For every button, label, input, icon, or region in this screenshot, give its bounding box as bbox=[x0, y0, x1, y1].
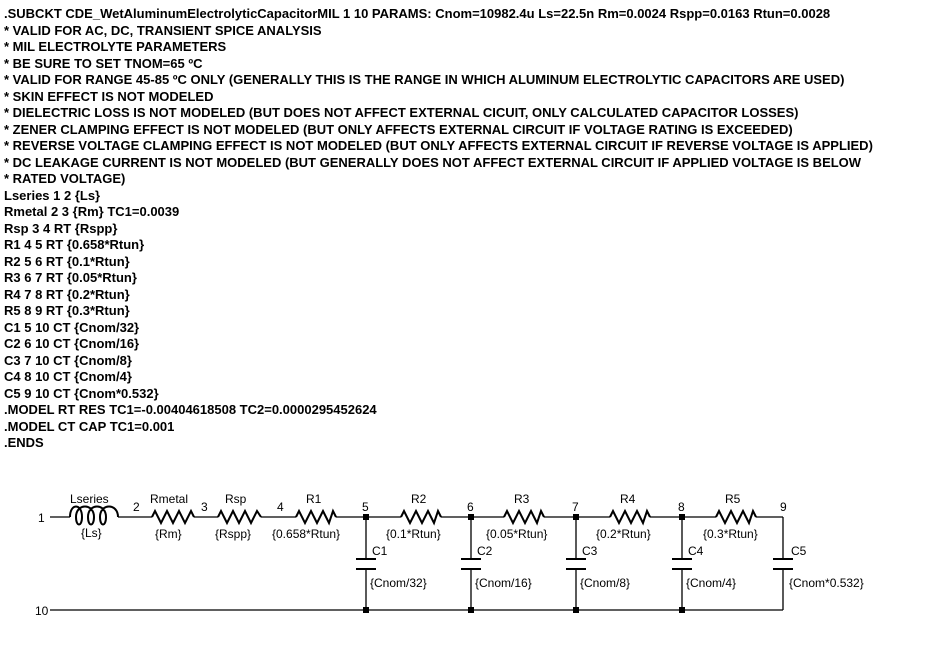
junction-node6-top bbox=[468, 514, 474, 520]
resistor-r1 bbox=[296, 511, 336, 523]
node-label-9: 9 bbox=[780, 500, 787, 514]
node-label-8: 8 bbox=[678, 500, 685, 514]
r4-name: R4 bbox=[620, 492, 636, 506]
lseries-name: Lseries bbox=[70, 492, 109, 506]
r5-value: {0.3*Rtun} bbox=[703, 527, 758, 541]
netlist-line: Lseries 1 2 {Ls} bbox=[4, 187, 101, 203]
node-label-7: 7 bbox=[572, 500, 579, 514]
c1-value: {Cnom/32} bbox=[370, 576, 427, 590]
node-label-10: 10 bbox=[35, 604, 49, 618]
c3-name: C3 bbox=[582, 544, 598, 558]
r1-value: {0.658*Rtun} bbox=[272, 527, 341, 541]
netlist-line: C2 6 10 CT {Cnom/16} bbox=[4, 336, 140, 351]
netlist-line: * RATED VOLTAGE) bbox=[4, 171, 126, 186]
r2-value: {0.1*Rtun} bbox=[386, 527, 441, 541]
capacitor-c3 bbox=[566, 559, 586, 569]
resistor-r3 bbox=[504, 511, 544, 523]
inductor-lseries bbox=[70, 507, 118, 525]
netlist-line: R4 7 8 RT {0.2*Rtun} bbox=[4, 286, 130, 302]
netlist-line: R3 6 7 RT {0.05*Rtun} bbox=[4, 270, 137, 285]
node-label-6: 6 bbox=[467, 500, 474, 514]
r5-name: R5 bbox=[725, 492, 741, 506]
node-label-4: 4 bbox=[277, 500, 284, 514]
netlist-line: * DIELECTRIC LOSS IS NOT MODELED (BUT DOES NOT AFFECT EXTERNAL CICUIT, ONLY CALCULATED CAPACITOR LOSSES) bbox=[4, 105, 799, 120]
c2-value: {Cnom/16} bbox=[475, 576, 532, 590]
c1-name: C1 bbox=[372, 544, 388, 558]
capacitor-c1 bbox=[356, 559, 376, 569]
junction-c3-bottom bbox=[573, 607, 579, 613]
inductor-coil bbox=[70, 507, 118, 525]
junction-c2-bottom bbox=[468, 607, 474, 613]
netlist-line: R1 4 5 RT {0.658*Rtun} bbox=[4, 237, 145, 252]
netlist-line: * VALID FOR AC, DC, TRANSIENT SPICE ANALYSIS bbox=[4, 22, 322, 38]
capacitor-c2 bbox=[461, 559, 481, 569]
resistor-rmetal bbox=[152, 511, 194, 523]
rsp-name: Rsp bbox=[225, 492, 247, 506]
netlist-line: C3 7 10 CT {Cnom/8} bbox=[4, 352, 132, 368]
r4-value: {0.2*Rtun} bbox=[596, 527, 651, 541]
rsp-value: {Rspp} bbox=[215, 527, 252, 541]
rmetal-value: {Rm} bbox=[155, 527, 182, 541]
node-label-3: 3 bbox=[201, 500, 208, 514]
netlist-line: * SKIN EFFECT IS NOT MODELED bbox=[4, 88, 214, 104]
netlist-line: * BE SURE TO SET TNOM=65 ºC bbox=[4, 55, 203, 71]
resistor-r2 bbox=[401, 511, 441, 523]
node-label-5: 5 bbox=[362, 500, 369, 514]
netlist-line: * ZENER CLAMPING EFFECT IS NOT MODELED (BUT ONLY AFFECTS EXTERNAL CIRCUIT IF VOLTAGE RATING IS EXCEEDED) bbox=[4, 121, 793, 137]
netlist-line: R2 5 6 RT {0.1*Rtun} bbox=[4, 253, 130, 269]
netlist-line: * MIL ELECTROLYTE PARAMETERS bbox=[4, 39, 227, 54]
netlist-line: .MODEL RT RES TC1=-0.00404618508 TC2=0.0000295452624 bbox=[4, 402, 377, 417]
c5-name: C5 bbox=[791, 544, 807, 558]
netlist-line: C1 5 10 CT {Cnom/32} bbox=[4, 319, 140, 335]
r3-name: R3 bbox=[514, 492, 530, 506]
junction-node5-top bbox=[363, 514, 369, 520]
r1-name: R1 bbox=[306, 492, 322, 506]
netlist-line: * VALID FOR RANGE 45-85 ºC ONLY (GENERALLY THIS IS THE RANGE IN WHICH ALUMINUM ELECTROLYTIC CAPACITORS ARE USED) bbox=[4, 72, 845, 87]
c4-name: C4 bbox=[688, 544, 704, 558]
r3-value: {0.05*Rtun} bbox=[486, 527, 548, 541]
c4-value: {Cnom/4} bbox=[686, 576, 737, 590]
netlist-line: .ENDS bbox=[4, 435, 44, 450]
junction-node7-top bbox=[573, 514, 579, 520]
junction-c4-bottom bbox=[679, 607, 685, 613]
netlist-line: C4 8 10 CT {Cnom/4} bbox=[4, 369, 132, 384]
netlist-line: .MODEL CT CAP TC1=0.001 bbox=[4, 418, 175, 434]
lseries-value: {Ls} bbox=[81, 526, 102, 540]
junction-node8-top bbox=[679, 514, 685, 520]
netlist-line: Rsp 3 4 RT {Rspp} bbox=[4, 220, 118, 236]
netlist-line: .SUBCKT CDE_WetAluminumElectrolyticCapacitorMIL 1 10 PARAMS: Cnom=10982.4u Ls=22.5n Rm=0.0024 Rspp=0.0163 Rtun=0.0028 bbox=[4, 6, 831, 21]
c3-value: {Cnom/8} bbox=[580, 576, 631, 590]
r2-name: R2 bbox=[411, 492, 427, 506]
junction-c1-bottom bbox=[363, 607, 369, 613]
node-label-2: 2 bbox=[133, 500, 140, 514]
resistor-r5 bbox=[716, 511, 756, 523]
resistor-r4 bbox=[610, 511, 650, 523]
node-label-1: 1 bbox=[38, 511, 45, 525]
capacitor-c5 bbox=[773, 559, 793, 569]
resistor-rsp bbox=[218, 511, 261, 523]
netlist-line: C5 9 10 CT {Cnom*0.532} bbox=[4, 385, 159, 401]
netlist-line: * DC LEAKAGE CURRENT IS NOT MODELED (BUT GENERALLY DOES NOT AFFECT EXTERNAL CIRCUIT IF APPLIED VOLTAGE IS BELOW bbox=[4, 154, 862, 170]
c5-value: {Cnom*0.532} bbox=[789, 576, 864, 590]
capacitors bbox=[356, 559, 793, 569]
c2-name: C2 bbox=[477, 544, 493, 558]
netlist-line: Rmetal 2 3 {Rm} TC1=0.0039 bbox=[4, 204, 180, 219]
netlist-line: * REVERSE VOLTAGE CLAMPING EFFECT IS NOT MODELED (BUT ONLY AFFECTS EXTERNAL CIRCUIT IF REVERSE VOLTAGE IS APPLIED) bbox=[4, 138, 873, 153]
capacitor-c4 bbox=[672, 559, 692, 569]
netlist-line: R5 8 9 RT {0.3*Rtun} bbox=[4, 303, 130, 318]
rmetal-name: Rmetal bbox=[150, 492, 189, 506]
